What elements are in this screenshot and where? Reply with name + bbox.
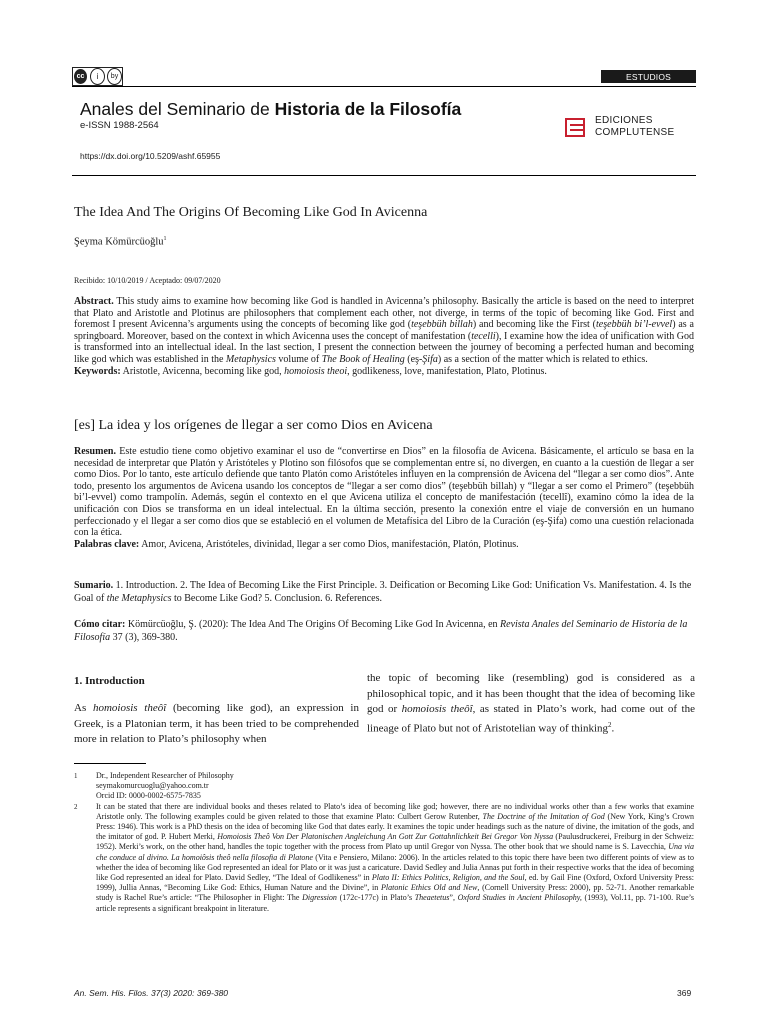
doi-link[interactable]: https://dx.doi.org/10.5209/ashf.65955	[80, 151, 221, 161]
sumario-label: Sumario.	[74, 580, 114, 591]
body-left-column: As homoiosis theôî (becoming like god), an expression in Greek, is a Platonian term, it has been tried to be comprehended more in relation to Plato’s philosophy when	[74, 702, 359, 745]
author-email[interactable]: seymakomurcuoglu@yahoo.com.tr	[96, 781, 209, 791]
footnotes	[74, 771, 694, 914]
footnote-1	[74, 771, 694, 802]
article-title: The Idea And The Origins Of Becoming Like God In Avicenna	[74, 205, 428, 220]
journal-title-bold: Historia de la Filosofía	[274, 99, 462, 119]
section-tag: ESTUDIOS	[601, 70, 696, 83]
author-orcid: Orcid ID: 0000-0002-6575-7835	[96, 791, 201, 801]
received-accepted-dates: Recibido: 10/10/2019 / Aceptado: 09/07/2020	[74, 276, 221, 285]
keywords-label: Keywords:	[74, 365, 121, 377]
spanish-title: [es] La idea y los orígenes de llegar a ser como Dios en Avicena	[74, 418, 433, 433]
sumario: Sumario. 1. Introduction. 2. The Idea of Becoming Like the First Principle. 3. Deification or Becoming Like God: Unification Vs. Manifestation. 4. Is the Goal of the Metaphysics to Become Like God? 5. Conclusion. 6. References.	[74, 580, 692, 605]
by-icon: by	[107, 68, 122, 85]
footnote-number: 2	[74, 802, 78, 811]
publisher-name	[595, 115, 674, 139]
resumen	[74, 446, 694, 550]
journal-title	[80, 99, 461, 120]
body-right-column: the topic of becoming like (resembling) god is considered as a philosophical topic, and it has been thought that the idea of becoming like god or homoiosis theôî, as stated in Plato’s work, had come out of the lineage of Plato but not of Aristotelian way of thinking$^2$.	[367, 672, 695, 735]
author	[74, 236, 167, 248]
issn: e-ISSN 1988-2564	[80, 120, 159, 131]
creative-commons-badge	[72, 67, 123, 86]
running-footer: An. Sem. His. Filos. 37(3) 2020: 369-380	[74, 988, 229, 998]
author-affiliation: Dr., Independent Researcher of Philosophy	[96, 771, 234, 780]
journal-title-plain: Anales del Seminario de	[80, 99, 275, 119]
footnote-2: 2 It can be stated that there are individual books and theses related to Plato’s idea of becoming like god; however, there are no individual works other than a few works that examine Aristotle only. The following examples could be given related to those that examine Plato: Culbert Gerow Rutenber, The Doctrine of the Imitation of God (New York, King’s Crown Press: 1946). This work is a PhD thesis on the idea of becoming like God that dates early. It examines the topic under headings such as the nature of divine, the imitation of the gods, and the imitator of god. P. Hubert Merki, Homoiosis Theô Von Der Platonischen Angleichung An Gott Zur Gottahnlichkeit Bei Gregor Von Nyssa (Paulusdruckerei, Freiburg in der Schweiz: 1952). Merki’s work, on the other hand, handles the topic together with the process from Plato up until Gregor von Nyssa. The other book that we should name is S. Lavecchia, Una via che conduce al divino. La homoiôsis theô nella filosofia di Platone (Vita e Pensiero, Milano: 2006). In the articles related to this topic there have been two different points of view as to whether the idea of becoming like God represented an ideal for Plato or it was just a caricature. David Sedley and Julia Annas put forth in their respective works that the idea of becoming like God represented an ideal for Plato. David Sedley, “The Ideal of Godlikeness” in Plato II: Ethics Politics, Religion, and the Soul, ed. by Gail Fine (Oxford, Oxford University Press: 1999), Jullia Annas, “Becoming Like God: Ethics, Human Nature and the Divine”, in Platonic Ethics Old and New, (Cornell University Press: 2000), pp. 52-71. Another remarkable study is Rachel Rue’s article: “The Philosopher in Flight: The Digression (172c-177c) in Plato’s Theaetetus”, Oxford Studies in Ancient Philosophy, (1993), Vol.11, pp. 71-100. Rue’s article represents a significant breakpoint in literature.	[74, 801, 695, 913]
header-bottom-rule	[72, 175, 696, 176]
resumen-text: Este estudio tiene como objetivo examinar el uso de “convertirse en Dios” en la filosofía de Avicena. Básicamente, el artículo se basa en la necesidad de interpretar que Platón y Aristóteles y Plotino son filósofos que se complementan entre sí, no divergen, en cuanto a la cuestión de llegar a ser como Dios. Por lo tanto, este artículo defiende que tanto Platón como Aristóteles influyen en la comprensión de Avicena del “llegar a ser como dios”. Ante todo, presento los argumentos de Avicena usando los conceptos de “llegar a ser como dios” (teşebbüh billah) y “llegar a ser como el Primero” (teşebbüh bi’l-evvel) como trampolín. Además, según el contexto en el que Avicena utiliza el concepto de manifestación (tecellî), examino cómo la idea de la unificación con Dios se transforma en un ideal intelectual. En la última sección, presento la conexión entre el viaje de conversión en un humano perfeccionado y el llegar a ser como dios que se estableció en el volumen de Metafísica del Libro de la Curación (eş-Şifa) como una cuestión relacionada con la ética.	[74, 446, 694, 539]
author-footnote-ref[interactable]: 1	[163, 236, 167, 242]
palabras-clave-label: Palabras clave:	[74, 538, 140, 550]
abstract: Abstract. This study aims to examine how becoming like God is handled in Avicenna’s philosophy. Basically the article is based on the need to interpret that Plato and Aristotle and Plotinus are philosophers that complement each other, not diverge, in terms of the topic of becoming like God. First and foremost I present Avicenna’s arguments using the concepts of becoming like god (teşebbüh billah) and becoming like the First (teşebbüh bi’l-evvel) as a springboard. Moreover, based on the context in which Avicenna uses the concept of manifestation (tecelli), I examine how the idea of unification with God is transformed into an intellectual ideal. In the last section, I present the connection between the journey of becoming a perfected human and becoming like god which was established in the Metaphysics volume of The Book of Healing (eş-Şifa) as a section of the matter which is related to ethics. Keywords: Aristotle, Avicenna, becoming like god, homoiosis theoi, godlikeness, love, manifestation, Plato, Plotinus.	[74, 296, 694, 377]
introduction-heading: 1. Introduction	[74, 675, 145, 687]
footnote-rule	[74, 763, 146, 764]
publisher-logo-icon	[565, 118, 585, 137]
footnote-ref-2[interactable]: 2	[608, 720, 612, 729]
publisher-line-1: EDICIONES	[595, 115, 653, 126]
resumen-label: Resumen.	[74, 446, 116, 457]
page-number: 369	[677, 988, 692, 998]
citation-label: Cómo citar:	[74, 619, 126, 630]
header-top-rule	[72, 86, 696, 87]
citation: Cómo citar: Kömürcüoğlu, Ş. (2020): The Idea And The Origins Of Becoming Like God In Avicenna, en Revista Anales del Seminario de Historia de la Filosofía 37 (3), 369-380.	[74, 619, 688, 644]
abstract-label: Abstract.	[74, 296, 114, 307]
attribution-icon: i	[90, 68, 105, 85]
publisher-line-2: COMPLUTENSE	[595, 127, 675, 138]
footnote-number: 1	[74, 772, 78, 780]
author-name: Şeyma Kömürcüoğlu	[74, 236, 164, 248]
palabras-clave-text: Amor, Avicena, Aristóteles, divinidad, llegar a ser como Dios, manifestación, Platón, Plotinus.	[139, 538, 519, 550]
cc-icon: cc	[74, 69, 87, 84]
